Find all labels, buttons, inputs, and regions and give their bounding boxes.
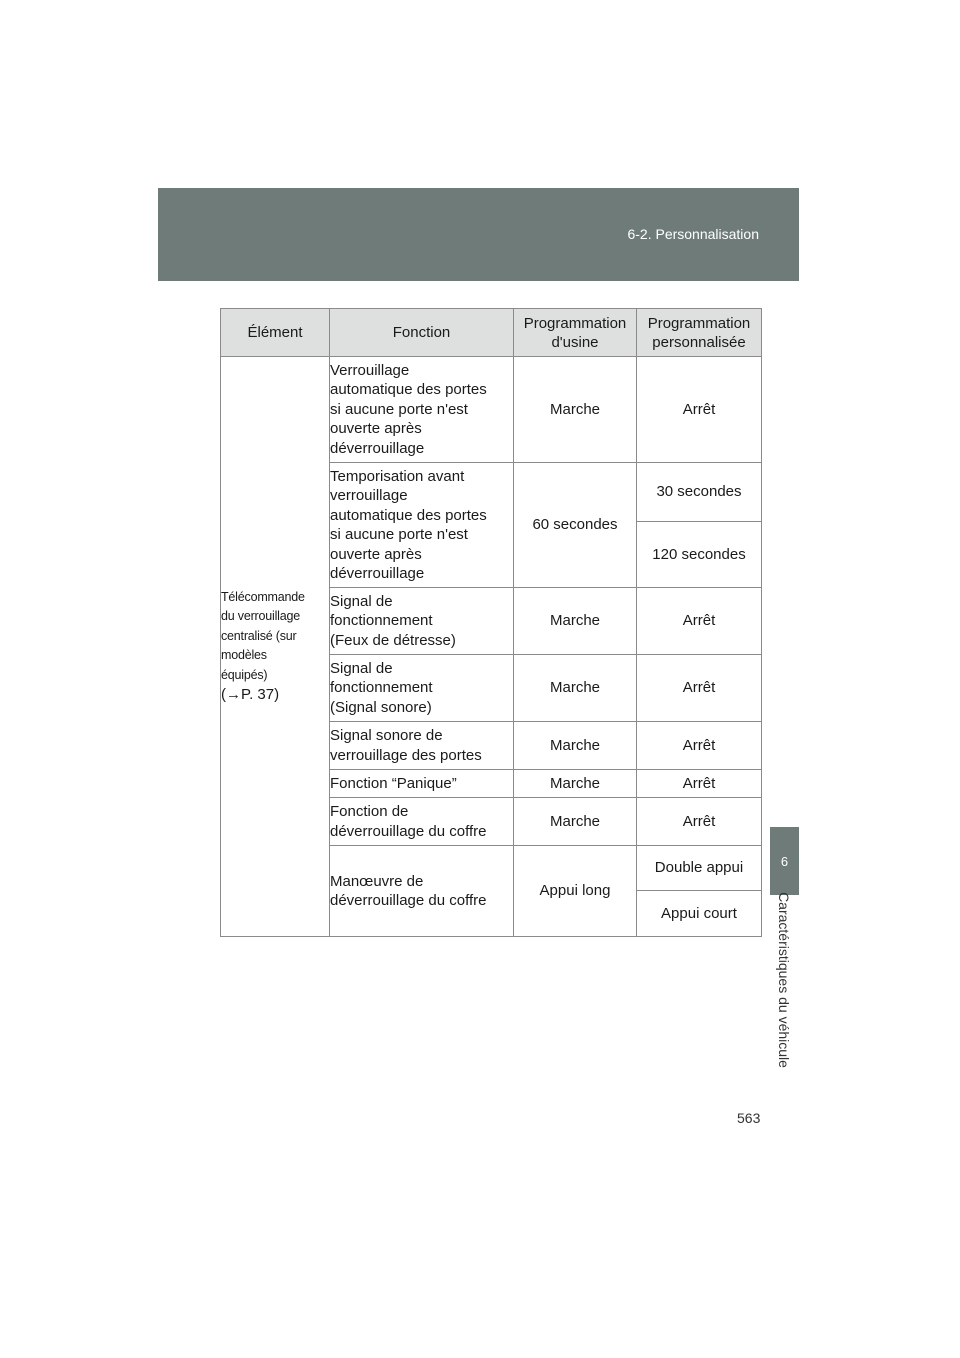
chapter-tab xyxy=(770,827,799,895)
function-cell: Temporisation avant verrouillage automatique des portes si aucune porte n'est ouverte après déverrouillage xyxy=(330,463,514,588)
function-cell: Signal sonore de verrouillage des portes xyxy=(330,722,514,770)
header-band xyxy=(158,188,799,281)
function-cell: Fonction de déverrouillage du coffre xyxy=(330,798,514,846)
settings-table xyxy=(220,308,762,937)
table-row xyxy=(221,357,762,463)
function-cell: Fonction “Panique” xyxy=(330,770,514,798)
chapter-label: Caractéristiques du véhicule xyxy=(776,892,792,1068)
factory-setting-cell: Marche xyxy=(514,770,637,798)
function-cell: Verrouillage automatique des portes si aucune porte n'est ouverte après déverrouillage xyxy=(330,357,514,463)
custom-setting-cell: 30 secondes xyxy=(637,463,762,522)
custom-setting-cell: Arrêt xyxy=(637,655,762,722)
factory-setting-cell: Marche xyxy=(514,655,637,722)
custom-setting-cell: 120 secondes xyxy=(637,522,762,588)
column-header-element: Élément xyxy=(221,309,330,357)
factory-setting-cell: Marche xyxy=(514,798,637,846)
function-cell: Signal de fonctionnement (Signal sonore) xyxy=(330,655,514,722)
custom-setting-cell: Double appui xyxy=(637,846,762,891)
factory-setting-cell: Marche xyxy=(514,722,637,770)
function-cell: Signal de fonctionnement (Feux de détresse) xyxy=(330,588,514,655)
factory-setting-cell: Appui long xyxy=(514,846,637,937)
page-number: 563 xyxy=(737,1110,761,1126)
custom-setting-cell: Arrêt xyxy=(637,798,762,846)
factory-setting-cell: Marche xyxy=(514,357,637,463)
function-cell: Manœuvre de déverrouillage du coffre xyxy=(330,846,514,937)
element-page-ref: (→P. 37) xyxy=(221,686,280,704)
element-label: Télécommande du verrouillage centralisé (sur modèles équipés) xyxy=(221,589,305,682)
custom-setting-cell: Arrêt xyxy=(637,357,762,463)
custom-setting-cell: Appui court xyxy=(637,891,762,937)
custom-setting-cell: Arrêt xyxy=(637,722,762,770)
custom-setting-cell: Arrêt xyxy=(637,770,762,798)
factory-setting-cell: 60 secondes xyxy=(514,463,637,588)
factory-setting-cell: Marche xyxy=(514,588,637,655)
custom-setting-cell: Arrêt xyxy=(637,588,762,655)
column-header-custom: Programmation personnalisée xyxy=(637,309,762,357)
chapter-number: 6 xyxy=(780,853,789,869)
column-header-function: Fonction xyxy=(330,309,514,357)
column-header-factory: Programmation d'usine xyxy=(514,309,637,357)
table-header-row xyxy=(221,309,762,357)
section-title: 6-2. Personnalisation xyxy=(627,226,759,242)
element-cell xyxy=(221,357,330,937)
